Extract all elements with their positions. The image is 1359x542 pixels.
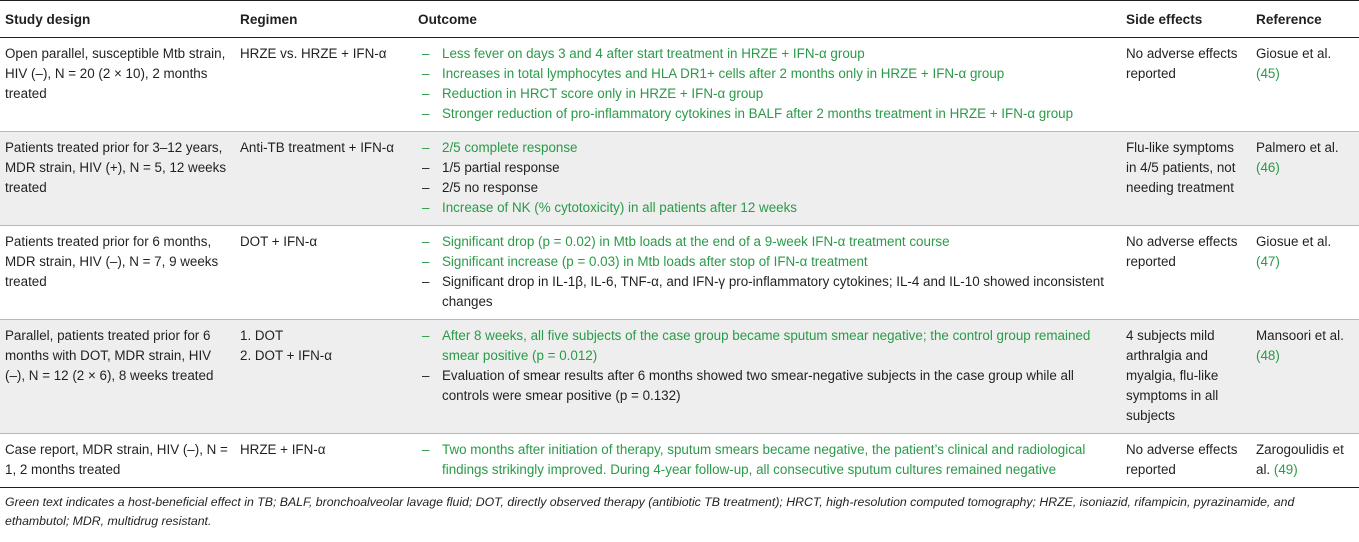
- outcome-text: After 8 weeks, all five subjects of the case group became sputum smear negative; the control group remained smear positive (p = 0.012): [442, 328, 1091, 363]
- outcome-text: 1/5 partial response: [442, 160, 560, 175]
- reference-link[interactable]: (47): [1256, 254, 1280, 269]
- cell-side-effects: No adverse effects reported: [1121, 226, 1251, 320]
- dash-bullet-icon: –: [422, 140, 430, 155]
- cell-study-design: Patients treated prior for 6 months, MDR strain, HIV (–), N = 7, 9 weeks treated: [0, 226, 235, 320]
- reference-authors: Palmero et al.: [1256, 140, 1339, 155]
- reference-authors: Giosue et al.: [1256, 46, 1332, 61]
- dash-bullet-icon: –: [422, 274, 430, 289]
- outcome-text: Reduction in HRCT score only in HRZE + IFN-α group: [442, 86, 764, 101]
- dash-bullet-icon: –: [422, 328, 430, 343]
- cell-outcome: [413, 226, 1121, 320]
- reference-authors: Mansoori et al.: [1256, 328, 1344, 343]
- outcome-item: [418, 272, 1117, 312]
- cell-study-design: Open parallel, susceptible Mtb strain, HIV (–), N = 20 (2 × 10), 2 months treated: [0, 38, 235, 132]
- outcome-text: 2/5 no response: [442, 180, 539, 195]
- outcome-text: Two months after initiation of therapy, sputum smears became negative, the patient’s clinical and radiological findings strikingly improved. During 4-year follow-up, all consecutive sputum cultures remained negative: [442, 442, 1086, 477]
- cell-outcome: [413, 320, 1121, 434]
- outcome-text: Significant drop (p = 0.02) in Mtb loads at the end of a 9-week IFN-α treatment course: [442, 234, 950, 249]
- cell-outcome: [413, 38, 1121, 132]
- outcome-list: [418, 138, 1117, 218]
- cell-regimen: 1. DOT 2. DOT + IFN-α: [235, 320, 413, 434]
- reference-authors: Giosue et al.: [1256, 234, 1332, 249]
- outcome-item: [418, 158, 1117, 178]
- cell-outcome: [413, 132, 1121, 226]
- dash-bullet-icon: –: [422, 234, 430, 249]
- table-body: [0, 38, 1359, 488]
- outcome-item: [418, 232, 1117, 252]
- header-regimen: Regimen: [235, 1, 413, 38]
- outcome-item: [418, 138, 1117, 158]
- cell-side-effects: 4 subjects mild arthralgia and myalgia, flu-like symptoms in all subjects: [1121, 320, 1251, 434]
- table-header: [0, 1, 1359, 38]
- outcome-text: Evaluation of smear results after 6 months showed two smear-negative subjects in the case group while all controls were smear positive (p = 0.132): [442, 368, 1074, 403]
- cell-study-design: Case report, MDR strain, HIV (–), N = 1, 2 months treated: [0, 434, 235, 488]
- outcome-text: 2/5 complete response: [442, 140, 578, 155]
- dash-bullet-icon: –: [422, 160, 430, 175]
- outcome-list: [418, 232, 1117, 312]
- outcome-item: [418, 198, 1117, 218]
- outcome-item: [418, 178, 1117, 198]
- header-outcome: Outcome: [413, 1, 1121, 38]
- outcome-text: Significant increase (p = 0.03) in Mtb loads after stop of IFN-α treatment: [442, 254, 868, 269]
- table-row: [0, 434, 1359, 488]
- cell-side-effects: No adverse effects reported: [1121, 38, 1251, 132]
- outcome-text: Increase of NK (% cytotoxicity) in all patients after 12 weeks: [442, 200, 798, 215]
- cell-reference: [1251, 434, 1359, 488]
- reference-link[interactable]: (49): [1273, 462, 1298, 477]
- header-row: [0, 1, 1359, 38]
- dash-bullet-icon: –: [422, 180, 430, 195]
- outcome-item: [418, 44, 1117, 64]
- cell-study-design: Patients treated prior for 3–12 years, MDR strain, HIV (+), N = 5, 12 weeks treated: [0, 132, 235, 226]
- outcome-item: [418, 252, 1117, 272]
- cell-regimen: HRZE + IFN-α: [235, 434, 413, 488]
- outcome-item: [418, 104, 1117, 124]
- table-footnote: Green text indicates a host-beneficial effect in TB; BALF, bronchoalveolar lavage fluid; DOT, directly observed therapy (antibiotic TB treatment); HRCT, high-resolution computed tomography; HRZE, isoniazid, rifampicin, pyrazinamide, and ethambutol; MDR, multidrug resistant.: [5, 495, 1295, 528]
- cell-regimen: Anti-TB treatment + IFN-α: [235, 132, 413, 226]
- outcome-list: [418, 326, 1117, 406]
- cell-reference: [1251, 320, 1359, 434]
- header-study-design: Study design: [0, 1, 235, 38]
- cell-study-design: Parallel, patients treated prior for 6 months with DOT, MDR strain, HIV (–), N = 12 (2 × 6), 8 weeks treated: [0, 320, 235, 434]
- outcome-text: Less fever on days 3 and 4 after start treatment in HRZE + IFN-α group: [442, 46, 865, 61]
- outcome-list: [418, 44, 1117, 124]
- outcome-item: [418, 64, 1117, 84]
- cell-reference: [1251, 132, 1359, 226]
- header-side-effects: Side effects: [1121, 1, 1251, 38]
- outcome-list: [418, 440, 1117, 480]
- header-reference: Reference: [1251, 1, 1359, 38]
- cell-side-effects: Flu-like symptoms in 4/5 patients, not needing treatment: [1121, 132, 1251, 226]
- cell-regimen: DOT + IFN-α: [235, 226, 413, 320]
- outcome-text: Increases in total lymphocytes and HLA DR1+ cells after 2 months only in HRZE + IFN-α group: [442, 66, 1005, 81]
- outcome-item: [418, 326, 1117, 366]
- dash-bullet-icon: –: [422, 254, 430, 269]
- cell-side-effects: No adverse effects reported: [1121, 434, 1251, 488]
- cell-reference: [1251, 226, 1359, 320]
- outcome-item: [418, 84, 1117, 104]
- table-row: [0, 38, 1359, 132]
- dash-bullet-icon: –: [422, 106, 430, 121]
- dash-bullet-icon: –: [422, 46, 430, 61]
- outcome-text: Stronger reduction of pro-inflammatory cytokines in BALF after 2 months treatment in HRZE + IFN-α group: [442, 106, 1074, 121]
- reference-link[interactable]: (46): [1256, 160, 1280, 175]
- reference-link[interactable]: (48): [1256, 348, 1280, 363]
- dash-bullet-icon: –: [422, 442, 430, 457]
- dash-bullet-icon: –: [422, 86, 430, 101]
- dash-bullet-icon: –: [422, 200, 430, 215]
- outcome-item: [418, 440, 1117, 480]
- outcome-item: [418, 366, 1117, 406]
- cell-reference: [1251, 38, 1359, 132]
- reference-authors: Zarogoulidis et al.: [1256, 442, 1344, 477]
- reference-link[interactable]: (45): [1256, 66, 1280, 81]
- cell-outcome: [413, 434, 1121, 488]
- dash-bullet-icon: –: [422, 368, 430, 383]
- table-row: [0, 132, 1359, 226]
- cell-regimen: HRZE vs. HRZE + IFN-α: [235, 38, 413, 132]
- table-row: [0, 226, 1359, 320]
- dash-bullet-icon: –: [422, 66, 430, 81]
- table-row: [0, 320, 1359, 434]
- outcome-text: Significant drop in IL-1β, IL-6, TNF-α, and IFN-γ pro-inflammatory cytokines; IL-4 and IL-10 showed inconsistent changes: [442, 274, 1104, 309]
